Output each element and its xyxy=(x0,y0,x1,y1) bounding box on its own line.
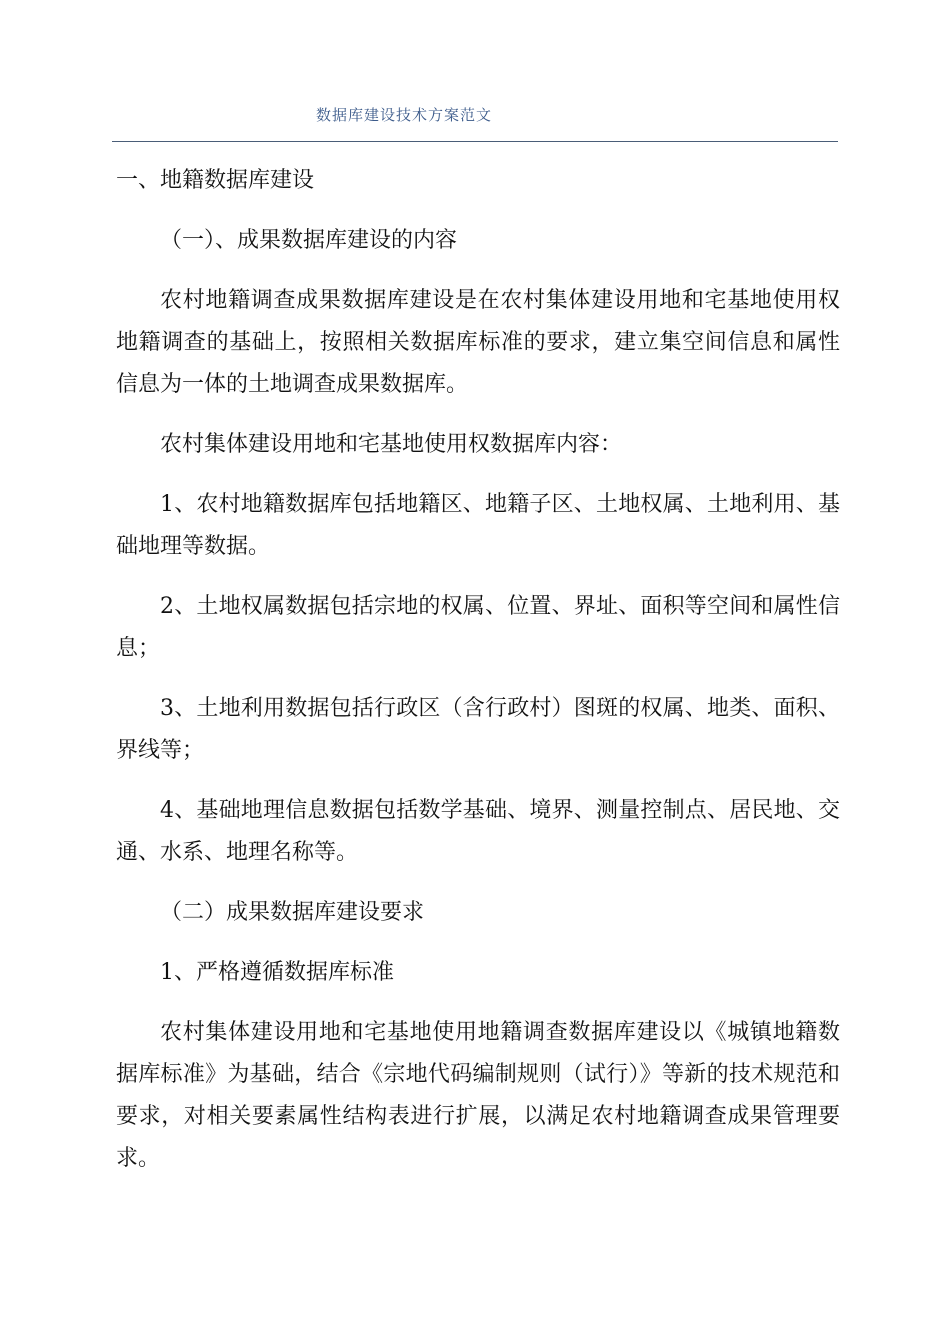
subsection-heading-1: （一）、成果数据库建设的内容 xyxy=(160,228,458,253)
document-body xyxy=(116,160,840,1198)
header-divider xyxy=(112,141,838,142)
list-item-2: 2、土地权属数据包括宗地的权属、位置、界址、面积等空间和属性信息； xyxy=(116,594,840,661)
sub-item-heading-1: 1、严格遵循数据库标准 xyxy=(160,960,394,985)
paragraph-2: 农村集体建设用地和宅基地使用权数据库内容： xyxy=(160,432,623,457)
list-item-4: 4、基础地理信息数据包括数学基础、境界、测量控制点、居民地、交通、水系、地理名称等。 xyxy=(116,798,840,865)
paragraph-1: 农村地籍调查成果数据库建设是在农村集体建设用地和宅基地使用权地籍调查的基础上，按照相关数据库标准的要求，建立集空间信息和属性信息为一体的土地调查成果数据库。 xyxy=(116,288,840,397)
list-item-3: 3、土地利用数据包括行政区（含行政村）图斑的权属、地类、面积、界线等； xyxy=(116,696,840,763)
section-heading-1: 一、地籍数据库建设 xyxy=(116,168,315,193)
subsection-heading-2: （二）成果数据库建设要求 xyxy=(160,900,425,925)
list-item-1: 1、农村地籍数据库包括地籍区、地籍子区、土地权属、土地利用、基础地理等数据。 xyxy=(116,492,840,559)
paragraph-3: 农村集体建设用地和宅基地使用地籍调查数据库建设以《城镇地籍数据库标准》为基础，结合《宗地代码编制规则（试行）》等新的技术规范和要求，对相关要素属性结构表进行扩展，以满足农村地籍调查成果管理要求。 xyxy=(116,1020,840,1171)
page-header-title: 数据库建设技术方案范文 xyxy=(316,106,493,124)
